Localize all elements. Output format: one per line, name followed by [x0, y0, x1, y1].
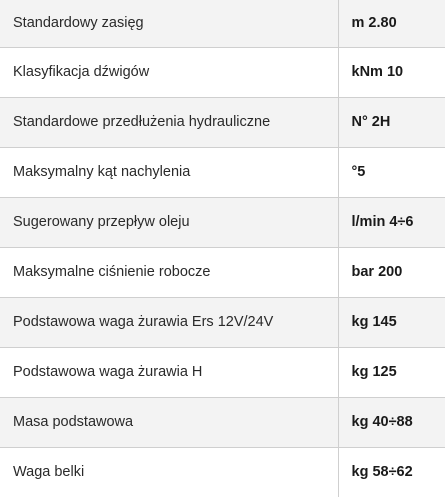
spec-label: Podstawowa waga żurawia H	[0, 347, 338, 397]
spec-value: kg 40÷88	[338, 397, 445, 447]
spec-value: l/min 4÷6	[338, 197, 445, 247]
spec-row-oil-flow	[0, 197, 445, 247]
spec-label: Maksymalny kąt nachylenia	[0, 147, 338, 197]
spec-label: Waga belki	[0, 447, 338, 497]
spec-row-max-working-pressure	[0, 247, 445, 297]
spec-value: N° 2H	[338, 97, 445, 147]
spec-value: m 2.80	[338, 0, 445, 47]
spec-label: Standardowe przedłużenia hydrauliczne	[0, 97, 338, 147]
spec-row-max-tilt-angle	[0, 147, 445, 197]
spec-label: Podstawowa waga żurawia Ers 12V/24V	[0, 297, 338, 347]
spec-value: bar 200	[338, 247, 445, 297]
spec-row-base-mass	[0, 397, 445, 447]
spec-label: Klasyfikacja dźwigów	[0, 47, 338, 97]
spec-label: Maksymalne ciśnienie robocze	[0, 247, 338, 297]
spec-value: kNm 10	[338, 47, 445, 97]
spec-value: kg 58÷62	[338, 447, 445, 497]
spec-row-crane-weight-ers	[0, 297, 445, 347]
spec-row-hydraulic-extensions	[0, 97, 445, 147]
spec-label: Masa podstawowa	[0, 397, 338, 447]
spec-row-beam-weight	[0, 447, 445, 497]
spec-value: °5	[338, 147, 445, 197]
spec-label: Sugerowany przepływ oleju	[0, 197, 338, 247]
spec-value: kg 125	[338, 347, 445, 397]
spec-row-crane-weight-h	[0, 347, 445, 397]
spec-row-crane-classification	[0, 47, 445, 97]
spec-row-standard-reach	[0, 0, 445, 47]
spec-label: Standardowy zasięg	[0, 0, 338, 47]
spec-value: kg 145	[338, 297, 445, 347]
